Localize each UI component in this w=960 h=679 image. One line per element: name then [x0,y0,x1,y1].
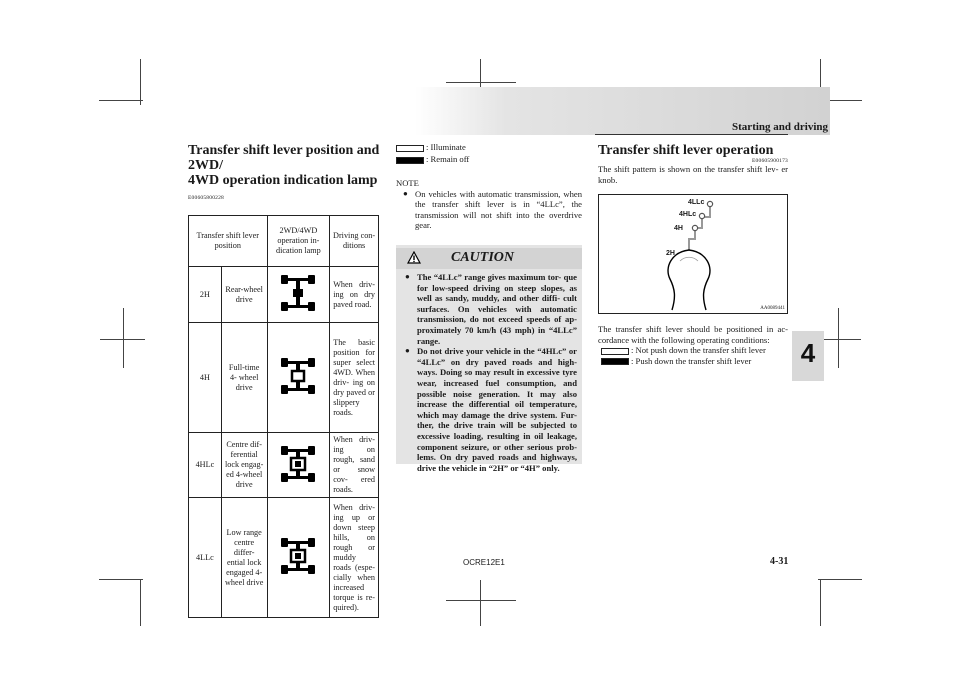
4wd-low-lock-lamp-icon [279,534,317,578]
chapter-tab [792,331,824,381]
reference-code: E00605800228 [188,195,225,201]
4wd-lock-lamp-icon [279,442,317,486]
lamp-cell [267,498,330,618]
position-cell: 4HLc [189,433,222,498]
lamp-cell [267,433,330,498]
operation-heading: Transfer shift lever operation [598,143,774,158]
bullet-icon: ● [403,188,408,198]
column-header-lamp: 2WD/4WD operation in- dication lamp [267,216,330,267]
position-cell: 2H [189,267,222,323]
note-item: ● On vehicles with automatic transmission, when the transfer shift lever is in “4LLc”, the transmission will not shift into the overdrive gear. [403,188,582,231]
condition-cell: When driv- ing on dry paved road. [330,267,379,323]
column-header-position: Transfer shift lever position [189,216,268,267]
section-title: Starting and driving [732,121,828,133]
table-row [189,433,379,498]
reference-code: E00605900173 [751,158,788,164]
page-number: 4-31 [770,556,789,567]
shift-label-4hlc: 4HLc [679,211,697,218]
table-row [189,267,379,323]
condition-cell: When driv- ing up or down steep hills, on rough or muddy roads (espe- cially when increased torque is re- quired). [330,498,379,618]
shift-label-4llc: 4LLc [688,199,705,206]
operation-cell: Full-time 4- wheel drive [221,323,267,433]
indication-lamp-table [188,215,379,618]
left-column [188,143,380,618]
document-code: OCRE12E1 [463,558,505,567]
right-column [598,143,788,185]
shift-pattern-diagram [598,194,788,314]
bullet-icon: ● [405,346,410,356]
header-rule [595,134,788,135]
shift-label-4h: 4H [674,225,683,232]
caution-item: ● Do not drive your vehicle in the “4HLc” or “4LLc” on dry paved roads and high- ways. Doing so may result in excessive tyre wear, increased fuel consumption, and possible noise generation. It may also increase the differential oil temperature, which may damage the drive system. Fur- ther, the drive train will be subjected to excessive loading, resulting in oil leakage, component seizure, or other serious prob- lems. On dry paved roads and highways, drive the vehicle in “2H” or “4H” only. [405,346,577,473]
caution-box [396,245,582,473]
warning-triangle-icon [407,251,421,264]
intro-text: The shift pattern is shown on the transfer shift lev- er knob. [598,164,788,185]
lamp-cell [267,267,330,323]
operation-body [598,324,788,366]
body-text: The transfer shift lever should be positioned in ac- cordance with the following operating conditions: [598,324,788,345]
lamp-cell [267,323,330,433]
position-cell: 4H [189,323,222,433]
note-label: NOTE [396,178,419,188]
column-header-conditions: Driving con- ditions [330,216,379,267]
bullet-icon: ● [405,272,410,281]
lamp-legend: : Illuminate : Remain off [396,141,582,165]
shift-label-2h: 2H [666,250,675,257]
illuminate-swatch [396,145,424,152]
table-row [189,323,379,433]
operation-cell: Low range centre differ- ential lock engaged 4- wheel drive [221,498,267,618]
2wd-lamp-icon [279,271,317,315]
operation-cell: Rear-wheel drive [221,267,267,323]
caution-header [396,248,582,269]
push-swatch [601,358,629,365]
section-heading: Transfer shift lever position and 2WD/ 4WD operation indication lamp E00605800228 [188,143,380,201]
condition-cell: When driv- ing on rough, sand or snow cov- ered roads. [330,433,379,498]
operation-cell: Centre dif- ferential lock engag- ed 4-wheel drive [221,433,267,498]
table-row [189,498,379,618]
position-cell: 4LLc [189,498,222,618]
note-block [396,178,582,231]
chapter-number: 4 [800,338,816,368]
caution-item: ● The “4LLc” range gives maximum tor- que for low-speed driving on steep slopes, as well as sandy, muddy, and other diffi- cult surfaces. On vehicles with automatic transmission, do not exceed speeds of ap- proximately 70 km/h (43 mph) in “4LLc” range. [405,272,577,346]
4wd-lamp-icon [279,354,317,398]
condition-cell: The basic position for super select 4WD. When driv- ing on dry paved or slippery roads. [330,323,379,433]
figure-code: AA0089441 [760,306,785,311]
remain-off-swatch [396,157,424,164]
legend-push: : Push down the transfer shift lever [598,356,788,367]
caution-label: CAUTION [451,250,515,265]
not-push-swatch [601,348,629,355]
legend-not-push: : Not push down the transfer shift lever [598,345,788,356]
